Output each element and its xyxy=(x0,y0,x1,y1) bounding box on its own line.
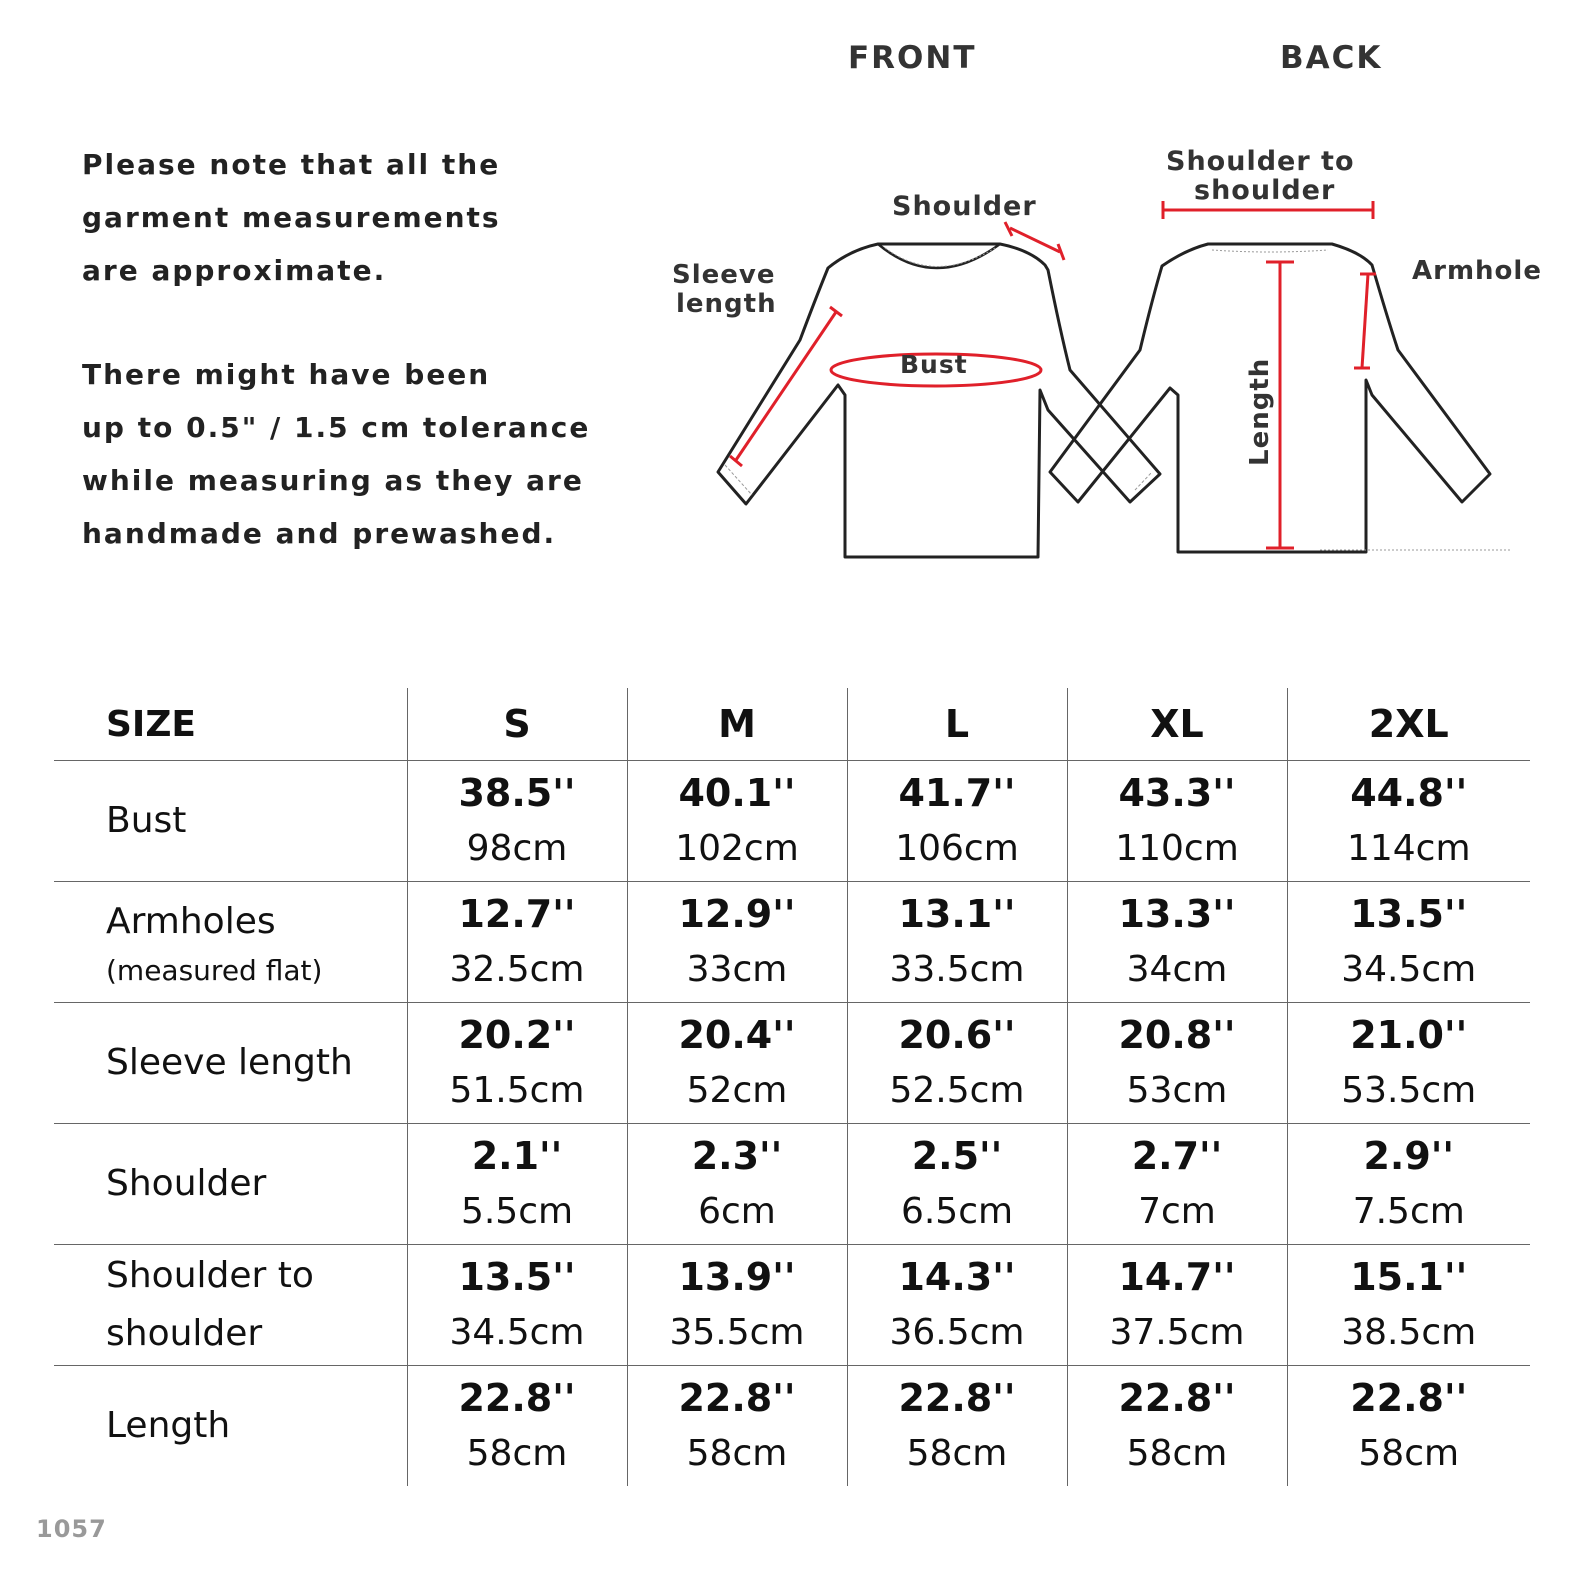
cm-value: 6cm xyxy=(698,1191,776,1232)
note-line: Please note that all the xyxy=(82,148,501,181)
size-column-header: 2XL xyxy=(1287,688,1530,761)
sleeve-length-label-line2: length xyxy=(676,289,777,319)
inch-value: 13.1'' xyxy=(898,892,1016,936)
row-sublabel: (measured flat) xyxy=(106,954,323,987)
cm-value: 7.5cm xyxy=(1352,1191,1465,1232)
note-line: There might have been xyxy=(82,358,491,391)
row-label-text: Sleeve length xyxy=(106,1042,353,1083)
cm-value: 34cm xyxy=(1126,949,1228,990)
cm-value: 58cm xyxy=(906,1433,1008,1474)
inch-value: 13.5'' xyxy=(458,1255,576,1299)
measure-cell xyxy=(627,1003,847,1124)
inch-value: 13.9'' xyxy=(678,1255,796,1299)
cm-value: 58cm xyxy=(1358,1433,1460,1474)
cm-value: 6.5cm xyxy=(900,1191,1014,1232)
inch-value: 22.8'' xyxy=(678,1376,796,1420)
cm-value: 52cm xyxy=(686,1070,788,1111)
table-row-bust xyxy=(54,761,1530,882)
inch-value: 2.1'' xyxy=(471,1134,563,1178)
measure-cell xyxy=(627,1245,847,1366)
measure-cell xyxy=(1287,1366,1530,1487)
cm-value: 52.5cm xyxy=(889,1070,1025,1111)
measure-cell xyxy=(407,1245,627,1366)
cm-value: 58cm xyxy=(686,1433,788,1474)
cm-value: 35.5cm xyxy=(669,1312,805,1353)
back-view-label: BACK xyxy=(1280,40,1383,76)
cm-value: 110cm xyxy=(1115,828,1239,869)
cm-value: 36.5cm xyxy=(889,1312,1025,1353)
measure-cell xyxy=(1287,1003,1530,1124)
inch-value: 12.9'' xyxy=(678,892,796,936)
cm-value: 53.5cm xyxy=(1341,1070,1477,1111)
measure-cell xyxy=(627,882,847,1003)
measure-cell xyxy=(847,1003,1067,1124)
table-row-armholes xyxy=(54,882,1530,1003)
measure-cell xyxy=(1067,1366,1287,1487)
shoulder-to-shoulder-label-line2: shoulder xyxy=(1194,175,1336,206)
cm-value: 32.5cm xyxy=(449,949,585,990)
cm-value: 114cm xyxy=(1346,828,1471,869)
cm-value: 5.5cm xyxy=(460,1191,574,1232)
row-label-text: Bust xyxy=(106,800,187,841)
cm-value: 7cm xyxy=(1138,1191,1216,1232)
measure-cell xyxy=(407,761,627,882)
row-label-text: Armholes xyxy=(106,901,276,942)
inch-value: 20.4'' xyxy=(678,1013,796,1057)
table-row-sleeve-length xyxy=(54,1003,1530,1124)
front-view-label: FRONT xyxy=(848,40,977,76)
note-line: are approximate. xyxy=(82,254,387,287)
measure-cell xyxy=(1067,1124,1287,1245)
cm-value: 34.5cm xyxy=(449,1312,585,1353)
measure-cell xyxy=(1287,1124,1530,1245)
size-chart-table xyxy=(54,688,1530,1486)
measure-cell xyxy=(847,1366,1067,1487)
measure-cell xyxy=(847,1245,1067,1366)
shoulder-label: Shoulder xyxy=(892,191,1037,222)
sleeve-length-label-line1: Sleeve xyxy=(672,260,776,290)
inch-value: 22.8'' xyxy=(1350,1376,1468,1420)
cm-value: 58cm xyxy=(1126,1433,1228,1474)
size-column-header: M xyxy=(627,688,847,761)
row-label xyxy=(54,1366,407,1487)
size-column-header: S xyxy=(407,688,627,761)
cm-value: 106cm xyxy=(895,828,1019,869)
row-label xyxy=(54,1003,407,1124)
inch-value: 13.3'' xyxy=(1118,892,1236,936)
size-header-label: SIZE xyxy=(54,688,407,761)
measure-cell xyxy=(1287,1245,1530,1366)
inch-value: 22.8'' xyxy=(898,1376,1016,1420)
garment-diagram xyxy=(650,140,1570,580)
inch-value: 2.3'' xyxy=(691,1134,783,1178)
cm-value: 37.5cm xyxy=(1109,1312,1245,1353)
size-header-row xyxy=(54,688,1530,761)
measure-cell xyxy=(1287,882,1530,1003)
row-label xyxy=(54,1124,407,1245)
row-label xyxy=(54,761,407,882)
table-row-length xyxy=(54,1366,1530,1487)
shoulder-to-shoulder-label-line1: Shoulder to xyxy=(1166,146,1355,177)
inch-value: 13.5'' xyxy=(1350,892,1468,936)
row-label xyxy=(54,882,407,1003)
front-shirt-outline xyxy=(718,244,1160,557)
row-label-text: Shoulder xyxy=(106,1163,267,1204)
note-line: while measuring as they are xyxy=(82,464,584,497)
measure-cell xyxy=(1067,882,1287,1003)
cm-value: 58cm xyxy=(466,1433,568,1474)
measure-cell xyxy=(847,1124,1067,1245)
note-line: handmade and prewashed. xyxy=(82,517,557,550)
note-tolerance xyxy=(82,348,590,560)
measure-cell xyxy=(1287,761,1530,882)
measure-cell xyxy=(847,761,1067,882)
inch-value: 14.7'' xyxy=(1118,1255,1236,1299)
inch-value: 20.8'' xyxy=(1118,1013,1236,1057)
table-row-shoulder-to-shoulder xyxy=(54,1245,1530,1366)
note-line: up to 0.5" / 1.5 cm tolerance xyxy=(82,411,591,444)
inch-value: 40.1'' xyxy=(678,771,796,815)
row-label-text: Shoulder to shoulder xyxy=(106,1255,314,1354)
inch-value: 2.9'' xyxy=(1363,1134,1455,1178)
inch-value: 44.8'' xyxy=(1350,771,1468,815)
size-column-header: XL xyxy=(1067,688,1287,761)
cm-value: 38.5cm xyxy=(1341,1312,1477,1353)
inch-value: 21.0'' xyxy=(1350,1013,1468,1057)
table-row-shoulder xyxy=(54,1124,1530,1245)
size-column-header: L xyxy=(847,688,1067,761)
cm-value: 34.5cm xyxy=(1341,949,1477,990)
inch-value: 14.3'' xyxy=(898,1255,1016,1299)
cm-value: 51.5cm xyxy=(449,1070,585,1111)
measure-cell xyxy=(1067,1003,1287,1124)
measure-cell xyxy=(847,882,1067,1003)
inch-value: 41.7'' xyxy=(898,771,1016,815)
inch-value: 12.7'' xyxy=(458,892,576,936)
note-approximate xyxy=(82,138,501,297)
inch-value: 22.8'' xyxy=(1118,1376,1236,1420)
measure-cell xyxy=(627,1366,847,1487)
row-label xyxy=(54,1245,407,1366)
cm-value: 53cm xyxy=(1126,1070,1228,1111)
inch-value: 15.1'' xyxy=(1350,1255,1468,1299)
cm-value: 102cm xyxy=(675,828,799,869)
cm-value: 33cm xyxy=(686,949,788,990)
measure-cell xyxy=(407,1003,627,1124)
inch-value: 43.3'' xyxy=(1118,771,1236,815)
measure-cell xyxy=(627,1124,847,1245)
row-label-text: Length xyxy=(106,1405,231,1446)
inch-value: 20.6'' xyxy=(898,1013,1016,1057)
inch-value: 22.8'' xyxy=(458,1376,576,1420)
measure-cell xyxy=(1067,1245,1287,1366)
cm-value: 33.5cm xyxy=(889,949,1025,990)
inch-value: 20.2'' xyxy=(458,1013,576,1057)
measure-cell xyxy=(407,882,627,1003)
inch-value: 2.7'' xyxy=(1131,1134,1223,1178)
armhole-label: Armhole xyxy=(1412,256,1542,286)
product-code: 1057 xyxy=(36,1515,107,1543)
measure-cell xyxy=(1067,761,1287,882)
inch-value: 38.5'' xyxy=(458,771,576,815)
measure-cell xyxy=(627,761,847,882)
length-label: Length xyxy=(1245,357,1275,466)
measure-cell xyxy=(407,1124,627,1245)
bust-label: Bust xyxy=(900,350,968,379)
note-line: garment measurements xyxy=(82,201,501,234)
cm-value: 98cm xyxy=(466,828,568,869)
measure-cell xyxy=(407,1366,627,1487)
inch-value: 2.5'' xyxy=(911,1134,1003,1178)
